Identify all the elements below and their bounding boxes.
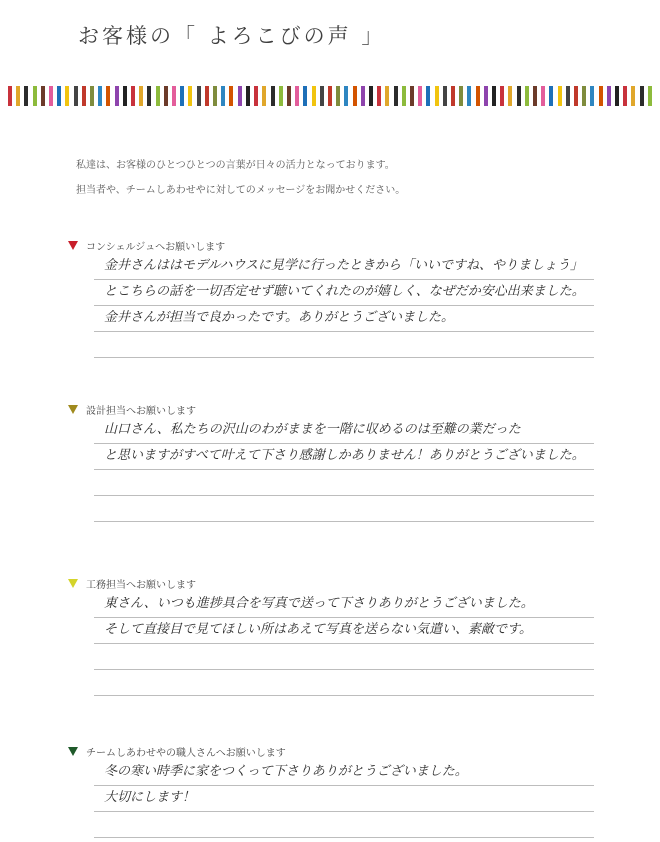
stripe <box>139 86 143 106</box>
stripe <box>590 86 594 106</box>
stripe <box>385 86 389 106</box>
stripe <box>336 86 340 106</box>
stripe <box>459 86 463 106</box>
stripe <box>525 86 529 106</box>
stripe <box>623 86 627 106</box>
stripe <box>312 86 316 106</box>
stripe <box>582 86 586 106</box>
stripe <box>49 86 53 106</box>
stripe <box>188 86 192 106</box>
stripe <box>574 86 578 106</box>
stripe <box>24 86 28 106</box>
message-line <box>94 332 594 358</box>
stripe <box>443 86 447 106</box>
stripe <box>115 86 119 106</box>
stripe <box>172 86 176 106</box>
stripe <box>492 86 496 106</box>
message-line: 金井さんが担当で良かったです。ありがとうございました。 <box>94 306 594 332</box>
stripe <box>205 86 209 106</box>
stripe <box>41 86 45 106</box>
section-design <box>68 402 608 522</box>
stripe <box>435 86 439 106</box>
stripe <box>549 86 553 106</box>
stripe <box>295 86 299 106</box>
stripe <box>33 86 37 106</box>
stripe <box>123 86 127 106</box>
stripe <box>303 86 307 106</box>
stripe <box>90 86 94 106</box>
stripe <box>147 86 151 106</box>
stripe <box>82 86 86 106</box>
message-line: そして直接目で見てほしい所はあえて写真を送らない気遣い、素敵です。 <box>94 618 594 644</box>
stripe <box>418 86 422 106</box>
stripe <box>180 86 184 106</box>
stripe <box>221 86 225 106</box>
stripe <box>426 86 430 106</box>
stripe <box>599 86 603 106</box>
message-line <box>94 470 594 496</box>
message-line: と思いますがすべて叶えて下さり感謝しかありません！ありがとうございました。 <box>94 444 594 470</box>
stripe <box>369 86 373 106</box>
section-label: コンシェルジュへお願いします <box>86 241 226 253</box>
stripe <box>484 86 488 106</box>
stripe <box>517 86 521 106</box>
message-line: 金井さんははモデルハウスに見学に行ったときから「いいですね、やりましょう」 <box>94 254 594 280</box>
message-line: 大切にします！ <box>94 786 594 812</box>
stripe <box>558 86 562 106</box>
section-craftsmen <box>68 744 608 838</box>
stripe <box>631 86 635 106</box>
stripe <box>57 86 61 106</box>
stripe <box>394 86 398 106</box>
triangle-marker-icon <box>68 579 78 588</box>
stripe <box>271 86 275 106</box>
stripe <box>353 86 357 106</box>
section-construction <box>68 576 608 696</box>
triangle-marker-icon <box>68 747 78 756</box>
message-line: 山口さん、私たちの沢山のわがままを一階に収めるのは至難の業だった <box>94 418 594 444</box>
stripe <box>640 86 644 106</box>
stripe <box>533 86 537 106</box>
stripe <box>476 86 480 106</box>
stripe <box>213 86 217 106</box>
stripe <box>566 86 570 106</box>
triangle-marker-icon <box>68 405 78 414</box>
stripe <box>410 86 414 106</box>
stripe <box>279 86 283 106</box>
stripe <box>377 86 381 106</box>
stripe <box>328 86 332 106</box>
stripe <box>65 86 69 106</box>
stripe <box>344 86 348 106</box>
stripe <box>164 86 168 106</box>
section-label: 設計担当へお願いします <box>86 405 196 417</box>
stripe <box>8 86 12 106</box>
stripe <box>287 86 291 106</box>
intro-line: 私達は、お客様のひとつひとつの言葉が日々の活力となっております。 <box>76 160 395 171</box>
stripe <box>156 86 160 106</box>
stripe <box>508 86 512 106</box>
stripe <box>262 86 266 106</box>
message-line <box>94 496 594 522</box>
intro-line: 担当者や、チームしあわせやに対してのメッセージをお聞かせください。 <box>76 185 406 196</box>
stripe <box>229 86 233 106</box>
stripe <box>648 86 652 106</box>
stripe <box>106 86 110 106</box>
stripe <box>16 86 20 106</box>
stripe <box>402 86 406 106</box>
message-line <box>94 670 594 696</box>
stripe <box>74 86 78 106</box>
message-line <box>94 644 594 670</box>
section-label: チームしあわせやの職人さんへお願いします <box>86 747 286 759</box>
message-line: 冬の寒い時季に家をつくって下さりありがとうございました。 <box>94 760 594 786</box>
stripe <box>467 86 471 106</box>
stripe <box>500 86 504 106</box>
stripe <box>361 86 365 106</box>
stripe <box>320 86 324 106</box>
stripe <box>541 86 545 106</box>
message-line: とこちらの話を一切否定せず聴いてくれたのが嬉しく、なぜだか安心出来ました。 <box>94 280 594 306</box>
stripe <box>607 86 611 106</box>
stripe <box>615 86 619 106</box>
section-concierge <box>68 238 608 358</box>
section-label: 工務担当へお願いします <box>86 579 196 591</box>
stripe <box>451 86 455 106</box>
message-line <box>94 812 594 838</box>
stripe <box>254 86 258 106</box>
intro-text <box>76 153 616 203</box>
decorative-stripe-band <box>8 86 652 106</box>
stripe <box>98 86 102 106</box>
page-title: お客様の「 よろこびの声 」 <box>78 24 386 48</box>
stripe <box>246 86 250 106</box>
message-line: 東さん、いつも進捗具合を写真で送って下さりありがとうございました。 <box>94 592 594 618</box>
stripe <box>238 86 242 106</box>
stripe <box>131 86 135 106</box>
triangle-marker-icon <box>68 241 78 250</box>
stripe <box>197 86 201 106</box>
